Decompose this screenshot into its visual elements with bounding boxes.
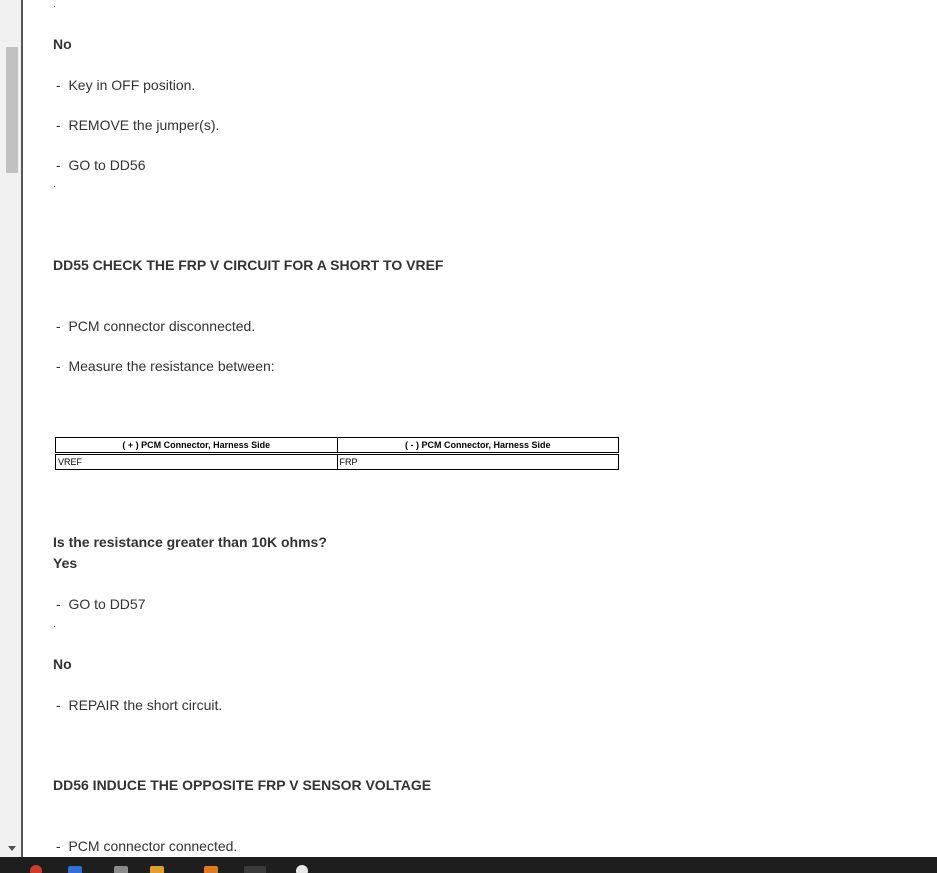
table-header: ( + ) PCM Connector, Harness Side — [56, 438, 338, 454]
section-heading: DD55 CHECK THE FRP V CIRCUIT FOR A SHORT TO VREF — [53, 257, 444, 273]
list-item-text: PCM connector disconnected. — [68, 318, 256, 334]
list-item — [56, 116, 219, 134]
vertical-scrollbar[interactable] — [0, 0, 23, 857]
table-cell: VREF — [56, 454, 338, 470]
list-item — [56, 317, 255, 335]
bullet-dash: - — [56, 117, 61, 133]
bullet-dash: - — [56, 697, 61, 713]
bullet-dash: - — [56, 596, 61, 612]
list-item-text: GO to DD57 — [68, 596, 146, 612]
list-item-text: REPAIR the short circuit. — [68, 697, 223, 713]
answer-no: No — [53, 656, 72, 672]
bullet-dash: - — [56, 358, 61, 374]
answer-no: No — [53, 36, 72, 52]
list-item-text: Measure the resistance between: — [68, 358, 275, 374]
app-icon-red[interactable] — [30, 865, 42, 873]
chevron-down-icon[interactable] — [8, 846, 16, 851]
list-item — [56, 156, 145, 174]
list-item-text: GO to DD56 — [68, 157, 146, 173]
table-row — [56, 454, 619, 470]
question-text: Is the resistance greater than 10K ohms? — [53, 534, 327, 550]
app-icon-gray[interactable] — [114, 866, 128, 873]
app-icon-chrome[interactable] — [296, 865, 308, 873]
list-item — [56, 696, 222, 714]
list-item — [56, 837, 237, 855]
list-item — [56, 357, 275, 375]
list-item — [56, 76, 195, 94]
list-item-text: Key in OFF position. — [68, 77, 196, 93]
list-item — [56, 595, 145, 613]
bullet-dash: - — [56, 838, 61, 854]
separator-dot: · — [53, 1, 57, 12]
app-icon-orange[interactable] — [150, 866, 164, 873]
list-item-text: REMOVE the jumper(s). — [68, 117, 220, 133]
pcm-connector-table — [55, 437, 619, 470]
app-icon-blue[interactable] — [68, 866, 82, 873]
app-icon-dark[interactable] — [244, 866, 266, 873]
separator-dot: · — [53, 181, 57, 192]
taskbar — [0, 857, 937, 873]
table-cell: FRP — [337, 454, 619, 470]
bullet-dash: - — [56, 77, 61, 93]
app-icon-orange2[interactable] — [204, 866, 218, 873]
scrollbar-thumb[interactable] — [6, 47, 18, 173]
bullet-dash: - — [56, 318, 61, 334]
list-item-text: PCM connector connected. — [68, 838, 238, 854]
separator-dot: · — [53, 621, 57, 632]
bullet-dash: - — [56, 157, 61, 173]
table-header: ( - ) PCM Connector, Harness Side — [337, 438, 619, 454]
section-heading: DD56 INDUCE THE OPPOSITE FRP V SENSOR VOLTAGE — [53, 777, 432, 793]
answer-yes: Yes — [53, 555, 78, 571]
